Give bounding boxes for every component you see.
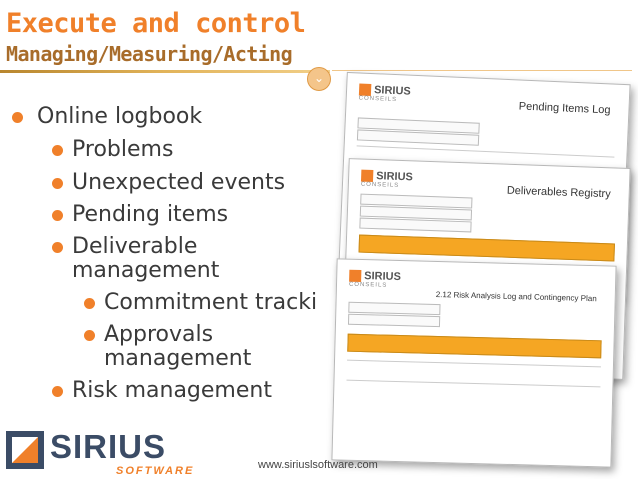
slide-subtitle: Managing/Measuring/Acting bbox=[6, 42, 293, 66]
slide-title: Execute and control bbox=[6, 8, 306, 39]
chevron-down-icon: ⌄ bbox=[307, 67, 331, 91]
document-logo: SIRIUS CONSEILS bbox=[348, 270, 402, 289]
title-divider-line bbox=[332, 70, 632, 71]
bullet-dot-icon bbox=[84, 330, 95, 341]
table-header-bar bbox=[358, 235, 614, 262]
bullet-item: management bbox=[104, 346, 252, 371]
title-divider bbox=[0, 70, 330, 73]
bullet-dot-icon bbox=[52, 178, 63, 189]
sirius-mark-icon bbox=[6, 431, 44, 469]
table-header-bar bbox=[347, 334, 601, 359]
bullet-dot-icon bbox=[52, 145, 63, 156]
bullet-dot-icon bbox=[52, 386, 63, 397]
bullet-item: Deliverable bbox=[72, 234, 198, 259]
bullet-item: Problems bbox=[72, 137, 174, 162]
document-logo: SIRIUS CONSEILS bbox=[358, 84, 412, 104]
bullet-item: Risk management bbox=[72, 378, 272, 403]
brand-name: SIRIUS bbox=[50, 428, 167, 465]
bullet-dot-icon bbox=[52, 210, 63, 221]
bullet-dot-icon bbox=[52, 242, 63, 253]
bullet-item: Unexpected events bbox=[72, 170, 286, 195]
document-title: Pending Items Log bbox=[518, 100, 611, 117]
bullet-item: Online logbook bbox=[37, 104, 203, 129]
brand-subtitle: SOFTWARE bbox=[116, 465, 195, 477]
bullet-dot-icon bbox=[12, 112, 23, 123]
bullet-item: Pending items bbox=[72, 202, 229, 227]
bullet-item: Approvals bbox=[104, 322, 214, 347]
bullet-dot-icon bbox=[84, 298, 95, 309]
document-title: 2.12 Risk Analysis Log and Contingency Plan bbox=[435, 289, 597, 304]
document-title: Deliverables Registry bbox=[506, 184, 611, 201]
document-logo: SIRIUS CONSEILS bbox=[360, 170, 414, 190]
bullet-item: Commitment tracki bbox=[104, 290, 318, 315]
risk-analysis-log-document bbox=[331, 258, 616, 467]
website-url: www.siriuslsoftware.com bbox=[258, 459, 378, 471]
bullet-item: management bbox=[72, 258, 220, 283]
